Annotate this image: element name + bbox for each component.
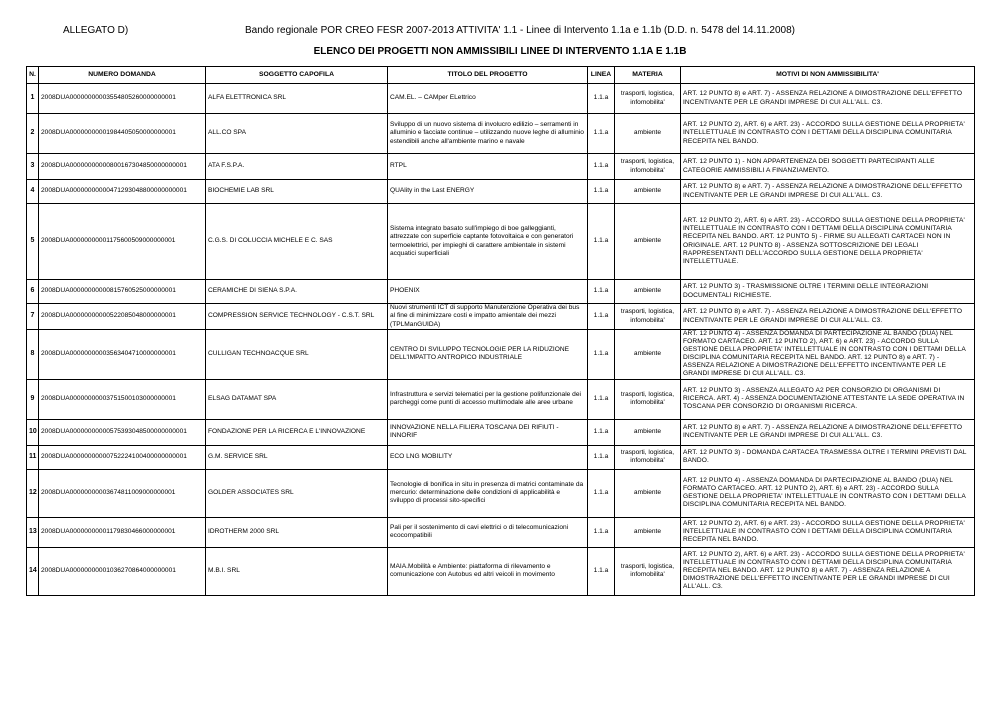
cell-soggetto-capofila: ALL.CO SPA [206, 114, 388, 154]
cell-linea: 1.1.a [588, 547, 615, 595]
table-row [27, 180, 975, 204]
cell-numero-domanda: 2008DUA00000000003674811009000000001 [39, 469, 206, 517]
cell-soggetto-capofila: C.G.S. DI COLUCCIA MICHELE E C. SAS [206, 204, 388, 280]
cell-titolo-progetto: CENTRO DI SVILUPPO TECNOLOGIE PER LA RIDUZIONE DELL'IMPATTO ANTROPICO INDUSTRIALE [388, 330, 588, 380]
cell-motivi: ART. 12 PUNTO 4) - ASSENZA DOMANDA DI PARTECIPAZIONE AL BANDO (DUA) NEL FORMATO CARTACEO. ART. 12 PUNTO 2), ART. 6) e ART. 23) - ACCORDO SULLA GESTIONE DELLA PROPRIETA' INTELLETTUALE IN CONTRASTO CON I DETTAMI DELLA DISCIPLINA COMUNITARIA RECEPITA NEL BANDO. ART. 12 PUNTO 8) e ART. 7) - ASSENZA RELAZIONE A DIMOSTRAZIONE DELL'EFFETTO INCENTIVANTE PER LE GRANDI IMPRESE DI CUI ALL'ALL. C3. [681, 330, 975, 380]
cell-soggetto-capofila: BIOCHEMIE LAB SRL [206, 180, 388, 204]
cell-soggetto-capofila: CULLIGAN TECHNOACQUE SRL [206, 330, 388, 380]
column-header-soggetto-capofila: SOGGETTO CAPOFILA [206, 67, 388, 84]
projects-table [26, 66, 975, 596]
cell-materia: ambiente [615, 419, 681, 445]
cell-numero-domanda: 2008DUA00000000003751500103000000001 [39, 379, 206, 419]
cell-numero-domanda: 2008DUA00000000000815760525000000001 [39, 280, 206, 304]
cell-number: 10 [27, 419, 39, 445]
cell-linea: 1.1.a [588, 280, 615, 304]
cell-motivi: ART. 12 PUNTO 8) e ART. 7) - ASSENZA RELAZIONE A DIMOSTRAZIONE DELL'EFFETTO INCENTIVANTE PER LE GRANDI IMPRESE DI CUI ALL'ALL. C3. [681, 419, 975, 445]
cell-number: 5 [27, 204, 39, 280]
table-row [27, 204, 975, 280]
cell-motivi: ART. 12 PUNTO 3) - ASSENZA ALLEGATO A2 PER CONSORZIO DI ORGANISMI DI RICERCA. ART. 4) - ASSENZA DOCUMENTAZIONE ATTESTANTE LA SEDE OPERATIVA IN TOSCANA PER CONSORZIO DI ORGANISMI RICERCA. [681, 379, 975, 419]
cell-motivi: ART. 12 PUNTO 2), ART. 6) e ART. 23) - ACCORDO SULLA GESTIONE DELLA PROPRIETA' INTELLETTUALE IN CONTRASTO CON I DETTAMI DELLA DISCIPLINA COMUNITARIA RECEPITA NEL BANDO. ART. 12 PUNTO 8) e ART. 7) - ASSENZA RELAZIONE A DIMOSTRAZIONE DELL'EFFETTO INCENTIVANTE PER LE GRANDI IMPRESE DI CUI ALL'ALL. C3. [681, 547, 975, 595]
cell-numero-domanda: 2008DUA00000000000752224100400000000001 [39, 445, 206, 469]
cell-soggetto-capofila: ATA F.S.P.A. [206, 154, 388, 180]
cell-soggetto-capofila: G.M. SERVICE SRL [206, 445, 388, 469]
cell-number: 1 [27, 84, 39, 114]
cell-number: 4 [27, 180, 39, 204]
bando-header: Bando regionale POR CREO FESR 2007-2013 ATTIVITA' 1.1 - Linee di Intervento 1.1a e 1.1b (D.D. n. 5478 del 14.11.2008) [245, 25, 796, 36]
cell-materia: trasporti, logistica, infomobilita' [615, 154, 681, 180]
cell-materia: ambiente [615, 280, 681, 304]
cell-motivi: ART. 12 PUNTO 8) e ART. 7) - ASSENZA RELAZIONE A DIMOSTRAZIONE DELL'EFFETTO INCENTIVANTE PER LE GRANDI IMPRESE DI CUI ALL'ALL. C3. [681, 84, 975, 114]
table-body [27, 84, 975, 596]
table-header-row [27, 67, 975, 84]
cell-numero-domanda: 2008DUA00000000000800167304850000000001 [39, 154, 206, 180]
table-row [27, 547, 975, 595]
table-row [27, 469, 975, 517]
cell-materia: trasporti, logistica, infomobilita' [615, 547, 681, 595]
cell-soggetto-capofila: ELSAG DATAMAT SPA [206, 379, 388, 419]
cell-titolo-progetto: RTPL [388, 154, 588, 180]
cell-number: 9 [27, 379, 39, 419]
cell-titolo-progetto: PHOENIX [388, 280, 588, 304]
cell-number: 6 [27, 280, 39, 304]
cell-linea: 1.1.a [588, 517, 615, 547]
cell-titolo-progetto: Infrastruttura e servizi telematici per la gestione polifunzionale dei parcheggi come punti di accesso multimodale alle aree urbane [388, 379, 588, 419]
cell-materia: ambiente [615, 517, 681, 547]
table-row [27, 304, 975, 330]
cell-numero-domanda: 2008DUA00000000001036270864000000001 [39, 547, 206, 595]
cell-linea: 1.1.a [588, 445, 615, 469]
cell-linea: 1.1.a [588, 84, 615, 114]
cell-motivi: ART. 12 PUNTO 2), ART. 6) e ART. 23) - ACCORDO SULLA GESTIONE DELLA PROPRIETA' INTELLETTUALE IN CONTRASTO CON I DETTAMI DELLA DISCIPLINA COMUNITARIA RECEPITA NEL BANDO. ART. 12 PUNTO 5) - FIRME SU ALLEGATI CARTACEI NON IN ORIGINALE. ART. 12 PUNTO 8) - ASSENZA SOTTOSCRIZIONE DEI LEGALI RAPPRESENTANTI DELL'ACCORDO SULLA GESTIONE DELLA PROPRIETA' INTELLETTUALE. [681, 204, 975, 280]
cell-linea: 1.1.a [588, 469, 615, 517]
cell-numero-domanda: 2008DUA00000000003554805260000000001 [39, 84, 206, 114]
cell-number: 13 [27, 517, 39, 547]
column-header-n: N. [27, 67, 39, 84]
cell-linea: 1.1.a [588, 180, 615, 204]
document-title: ELENCO DEI PROGETTI NON AMMISSIBILI LINEE DI INTERVENTO 1.1A E 1.1B [313, 46, 687, 57]
cell-numero-domanda: 2008DUA00000000000522085048000000001 [39, 304, 206, 330]
cell-number: 2 [27, 114, 39, 154]
cell-motivi: ART. 12 PUNTO 4) - ASSENZA DOMANDA DI PARTECIPAZIONE AL BANDO (DUA) NEL FORMATO CARTACEO. ART. 12 PUNTO 2), ART. 6) e ART. 23) - ACCORDO SULLA GESTIONE DELLA PROPRIETA' INTELLETTUALE IN CONTRASTO CON I DETTAMI DELLA DISCIPLINA COMUNITARIA RECEPITA NEL BANDO. [681, 469, 975, 517]
cell-materia: ambiente [615, 469, 681, 517]
cell-titolo-progetto: Sistema integrato basato sull'impiego di boe galleggianti, attrezzate con superficie captante fotovoltaica e con generatori termoelettrici, per impieghi di carattere ambientale in sistemi acquatici superficiali [388, 204, 588, 280]
cell-linea: 1.1.a [588, 114, 615, 154]
cell-soggetto-capofila: GOLDER ASSOCIATES SRL [206, 469, 388, 517]
cell-materia: trasporti, logistica, infomobilita' [615, 445, 681, 469]
cell-motivi: ART. 12 PUNTO 3) - TRASMISSIONE OLTRE I TERMINI DELLE INTEGRAZIONI DOCUMENTALI RICHIESTE. [681, 280, 975, 304]
table-row [27, 445, 975, 469]
cell-linea: 1.1.a [588, 330, 615, 380]
table-row [27, 114, 975, 154]
cell-materia: ambiente [615, 204, 681, 280]
cell-numero-domanda: 2008DUA00000000001984405050000000001 [39, 114, 206, 154]
column-header-linea: LINEA [588, 67, 615, 84]
cell-materia: ambiente [615, 180, 681, 204]
cell-motivi: ART. 12 PUNTO 2), ART. 6) e ART. 23) - ACCORDO SULLA GESTIONE DELLA PROPRIETA' INTELLETTUALE IN CONTRASTO CON I DETTAMI DELLA DISCIPLINA COMUNITARIA RECEPITA NEL BANDO. [681, 114, 975, 154]
table-row [27, 379, 975, 419]
column-header-numero-domanda: NUMERO DOMANDA [39, 67, 206, 84]
cell-number: 7 [27, 304, 39, 330]
column-header-titolo-progetto: TITOLO DEL PROGETTO [388, 67, 588, 84]
table-row [27, 154, 975, 180]
cell-number: 8 [27, 330, 39, 380]
cell-numero-domanda: 2008DUA00000000003563404710000000001 [39, 330, 206, 380]
table-row [27, 419, 975, 445]
table-row [27, 84, 975, 114]
cell-materia: ambiente [615, 330, 681, 380]
cell-soggetto-capofila: ALFA ELETTRONICA SRL [206, 84, 388, 114]
cell-linea: 1.1.a [588, 154, 615, 180]
cell-titolo-progetto: ECO LNG MOBILITY [388, 445, 588, 469]
cell-motivi: ART. 12 PUNTO 1) - NON APPARTENENZA DEI SOGGETTI PARTECIPANTI ALLE CATEGORIE AMMISSIBILI A FINANZIAMENTO. [681, 154, 975, 180]
cell-materia: trasporti, logistica, infomobilita' [615, 84, 681, 114]
cell-motivi: ART. 12 PUNTO 3) - DOMANDA CARTACEA TRASMESSA OLTRE I TERMINI PREVISTI DAL BANDO. [681, 445, 975, 469]
cell-titolo-progetto: QUAlity in the Last ENERGY [388, 180, 588, 204]
cell-numero-domanda: 2008DUA00000000000575393048500000000001 [39, 419, 206, 445]
cell-soggetto-capofila: IDROTHERM 2000 SRL [206, 517, 388, 547]
cell-soggetto-capofila: M.B.I. SRL [206, 547, 388, 595]
cell-titolo-progetto: Nuovi strumenti ICT di supporto Manutenzione Operativa dei bus al fine di minimizzare costi e impatto amientale dei mezzi (TPLManGUIDA) [388, 304, 588, 330]
cell-numero-domanda: 2008DUA00000000001175600509000000001 [39, 204, 206, 280]
cell-soggetto-capofila: COMPRESSION SERVICE TECHNOLOGY - C.S.T. SRL [206, 304, 388, 330]
cell-titolo-progetto: Tecnologie di bonifica in situ in presenza di matrici contaminate da mercurio: determinazione delle condizioni di applicabilità e sviluppo di processi sito-specifici [388, 469, 588, 517]
cell-number: 14 [27, 547, 39, 595]
cell-materia: ambiente [615, 114, 681, 154]
cell-titolo-progetto: MAIA.Mobilità e Ambiente: piattaforma di rilevamento e comunicazione con Autobus ed altri veicoli in movimento [388, 547, 588, 595]
cell-titolo-progetto: Sviluppo di un nuovo sistema di involucro edilizio – serramenti in alluminio e facciate continue – utilizzando nuove leghe di alluminio estendibili anche all'ambiente marino e navale [388, 114, 588, 154]
cell-titolo-progetto: CAM.EL. – CAMper ELettrico [388, 84, 588, 114]
cell-motivi: ART. 12 PUNTO 8) e ART. 7) - ASSENZA RELAZIONE A DIMOSTRAZIONE DELL'EFFETTO INCENTIVANTE PER LE GRANDI IMPRESE DI CUI ALL'ALL. C3. [681, 180, 975, 204]
cell-titolo-progetto: Pali per il sostenimento di cavi elettrici o di telecomunicazioni ecocompatibili [388, 517, 588, 547]
cell-number: 12 [27, 469, 39, 517]
table-row [27, 280, 975, 304]
table-row [27, 330, 975, 380]
cell-linea: 1.1.a [588, 419, 615, 445]
column-header-motivi: MOTIVI DI NON AMMISSIBILITA' [681, 67, 975, 84]
cell-linea: 1.1.a [588, 304, 615, 330]
table-row [27, 517, 975, 547]
cell-titolo-progetto: INNOVAZIONE NELLA FILIERA TOSCANA DEI RIFIUTI - INNORIF [388, 419, 588, 445]
column-header-materia: MATERIA [615, 67, 681, 84]
cell-numero-domanda: 2008DUA00000000001179830466000000001 [39, 517, 206, 547]
cell-numero-domanda: 2008DUA00000000000471293048800000000001 [39, 180, 206, 204]
cell-linea: 1.1.a [588, 379, 615, 419]
cell-soggetto-capofila: FONDAZIONE PER LA RICERCA E L'INNOVAZIONE [206, 419, 388, 445]
cell-linea: 1.1.a [588, 204, 615, 280]
cell-number: 11 [27, 445, 39, 469]
cell-materia: trasporti, logistica, infomobilita' [615, 304, 681, 330]
cell-materia: trasporti, logistica, infomobilita' [615, 379, 681, 419]
cell-motivi: ART. 12 PUNTO 2), ART. 6) e ART. 23) - ACCORDO SULLA GESTIONE DELLA PROPRIETA' INTELLETTUALE IN CONTRASTO CON I DETTAMI DELLA DISCIPLINA COMUNITARIA RECEPITA NEL BANDO. [681, 517, 975, 547]
cell-soggetto-capofila: CERAMICHE DI SIENA S.P.A. [206, 280, 388, 304]
allegato-label: ALLEGATO D) [63, 25, 129, 36]
cell-motivi: ART. 12 PUNTO 8) e ART. 7) - ASSENZA RELAZIONE A DIMOSTRAZIONE DELL'EFFETTO INCENTIVANTE PER LE GRANDI IMPRESE DI CUI ALL'ALL. C3. [681, 304, 975, 330]
cell-number: 3 [27, 154, 39, 180]
